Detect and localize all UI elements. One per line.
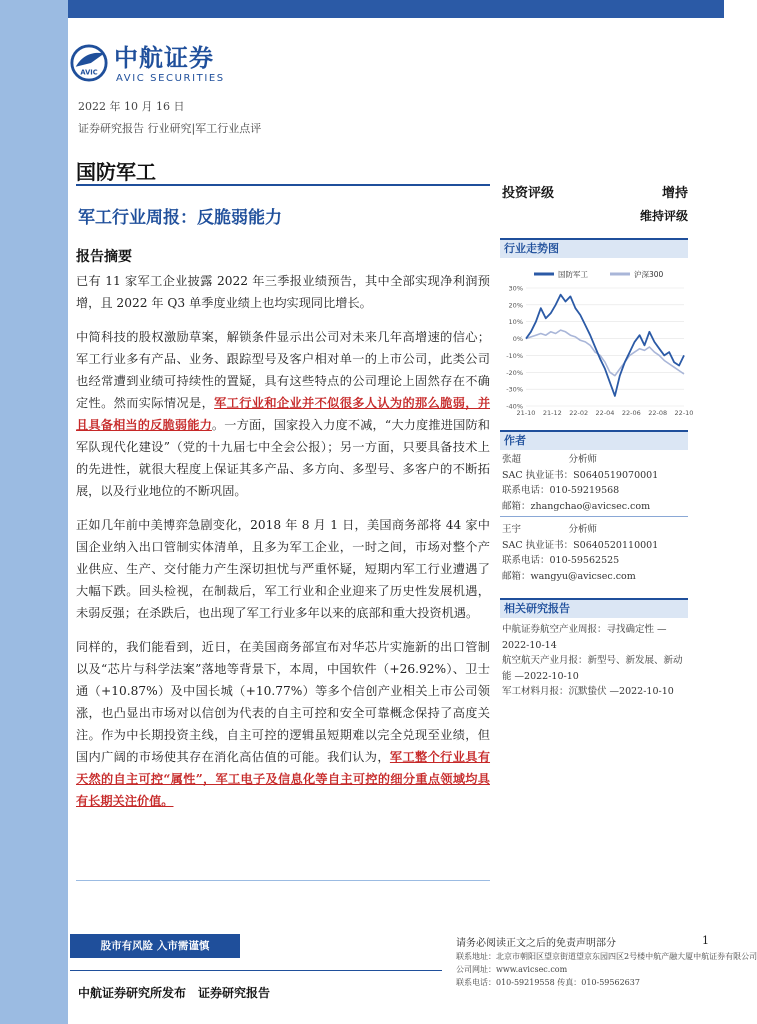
paragraph-4 [76,636,490,812]
risk-warning: 股市有风险 入市需谨慎 [70,934,240,958]
paragraph-4-highlight: 军工整个行业具有天然的自主可控“属性”，军工电子及信息化等自主可控的细分重点领域均具有长期关注价值。 [76,750,491,808]
related-report-1[interactable]: 中航证券航空产业周报：寻找确定性 —2022-10-14 [502,624,667,651]
related-report-2[interactable]: 航空航天产业月报：新型号、新发展、新动能 —2022-10-10 [502,655,683,682]
contact-website[interactable]: 公司网址：www.avicsec.com [456,965,568,974]
authors-heading: 作者 [500,430,688,450]
logo-mark-text: AVIC [80,68,98,77]
contact-address: 联系地址：北京市朝阳区望京街道望京东园四区2号楼中航产融大厦中航证券有限公司 [456,952,757,961]
author-1-sac: SAC 执业证书：S0640519070001 [502,469,659,481]
x-tick-label: 21-10 [516,409,536,417]
series-line-defense [526,295,684,396]
author-1-email: 邮箱：zhangchao@avicsec.com [502,500,651,512]
paragraph-2-highlight: 军工行业和企业并不似很多人认为的那么脆弱，并且具备相当的反脆弱能力 [76,396,491,432]
author-2-name-row [502,522,688,538]
paragraph-1: 已有 11 家军工企业披露 2022 年三季报业绩预告，其中全部实现净利润预增，且 2022 年 Q3 单季度业绩上也均实现同比增长。 [76,274,490,310]
avic-logo-icon [70,44,108,82]
x-tick-label: 22-06 [621,409,641,417]
chart-axes [506,285,693,418]
y-tick-label: 30% [508,284,523,293]
brand-name-en: AVIC SECURITIES [116,73,225,84]
report-body [76,270,490,824]
page-number: 1 [702,934,709,947]
author-1-role: 分析师 [568,454,598,465]
y-tick-label: -30% [506,385,523,394]
y-tick-label: -40% [506,402,523,411]
report-date: 2022 年 10 月 16 日 [78,100,185,113]
related-heading: 相关研究报告 [500,598,688,618]
paragraph-3: 正如几年前中美博弈急剧变化，2018 年 8 月 1 日，美国商务部将 44 家中国企业纳入出口管制实体清单，且多为军工企业，一时之间，市场对整个产业供应、生产、交付能力产生深切担忧与严重怀疑，短期内军工行业遭遇了大幅下跌。回头检视，在制裁后，军工行业和企业迎来了历史性发展机遇，未弱反强；在杀跌后，也出现了军工行业多年以来的底部和重大投资机遇。 [76,518,490,620]
author-2-name: 王宇 [502,524,522,535]
rating-value: 增持 [661,186,688,201]
sector-heading: 国防军工 [76,160,156,184]
footer-divider [70,970,442,971]
related-reports [502,622,688,700]
brand-name-cn: 中航证券 [114,44,214,72]
x-tick-label: 22-10 [674,409,694,417]
trend-chart [500,262,694,420]
legend-label-b: 沪深300 [634,270,664,279]
footer-publisher: 中航证券研究所发布 证券研究报告 [78,986,271,1000]
paragraph-4-text: 同样的，我们能看到，近日，在美国商务部宣布对华芯片实施新的出口管制以及“芯片与科学法案”落地等背景下，本周，中国软件（+26.92%）、卫士通（+10.87%）及中国长城（+10.77%）等多个信创产业相关上市公司领涨，也凸显出市场对以信创为代表的自主可控和安全可靠概念保持了高度关注。作为中长期投资主线，自主可控的逻辑虽短期难以完全兑现至业绩，但国内广阔的市场使其存在消化高估值的可能。我们认为， [76,640,490,764]
author-2-phone: 联系电话：010-59562525 [502,555,620,566]
author-divider [500,516,688,517]
y-tick-label: -10% [506,351,523,360]
chart-series [526,295,684,396]
x-tick-label: 22-08 [648,409,668,417]
rating-label: 投资评级 [502,186,555,201]
report-type: 证券研究报告 行业研究|军工行业点评 [78,122,262,135]
contact-tel: 联系电话：010-59219558 传真：010-59562637 [456,978,640,987]
y-tick-label: 20% [508,301,523,310]
summary-heading: 报告摘要 [76,249,132,265]
disclaimer-note: 请务必阅读正文之后的免责声明部分 [456,938,616,949]
left-side-bar [0,0,68,1024]
author-1-phone: 联系电话：010-59219568 [502,485,620,496]
report-title: 军工行业周报：反脆弱能力 [78,208,282,228]
paragraph-2-text-b: 。一方面，国家投入力度不减，“大力度推进国防和军队现代化建设”（党的十九届七中全会公报）；另一方面，只要具备技术上的先进性，就很大程度上保证其多产品、多方向、多型号、多客户的不断拓展，以及行业地位的不断巩固。 [76,418,490,498]
author-2 [502,522,688,584]
paragraph-2-text-a: 中简科技的股权激励草案，解锁条件显示出公司对未来几年高增速的信心；军工行业多有产品、业务、跟踪型号及客户相对单一的上市公司，此类公司也经常遭到业绩可持续性的置疑，具有这些特点的公司理论上固然存在不确定性。然而实际情况是， [76,330,490,410]
author-1 [502,452,688,514]
trend-heading: 行业走势图 [500,238,688,258]
heading-divider [76,184,490,186]
author-1-name: 张超 [502,454,522,465]
author-2-email: 邮箱：wangyu@avicsec.com [502,570,636,582]
x-tick-label: 21-12 [542,409,562,417]
brand-logo [70,40,250,90]
y-tick-label: -20% [506,368,523,377]
y-tick-label: 10% [508,318,523,327]
author-1-name-row [502,452,688,468]
x-tick-label: 22-02 [569,409,589,417]
top-header-band [68,0,724,18]
author-2-role: 分析师 [568,524,598,535]
legend-label-a: 国防军工 [558,270,588,279]
paragraph-2 [76,326,490,502]
contact-info [456,950,757,989]
x-tick-label: 22-04 [595,409,615,417]
related-report-3[interactable]: 军工材料月报：沉默蛰伏 —2022-10-10 [502,686,674,697]
body-end-divider [76,880,490,881]
y-tick-label: 0% [512,335,523,344]
author-2-sac: SAC 执业证书：S0640520110001 [502,539,659,551]
rating-action: 维持评级 [639,209,688,223]
